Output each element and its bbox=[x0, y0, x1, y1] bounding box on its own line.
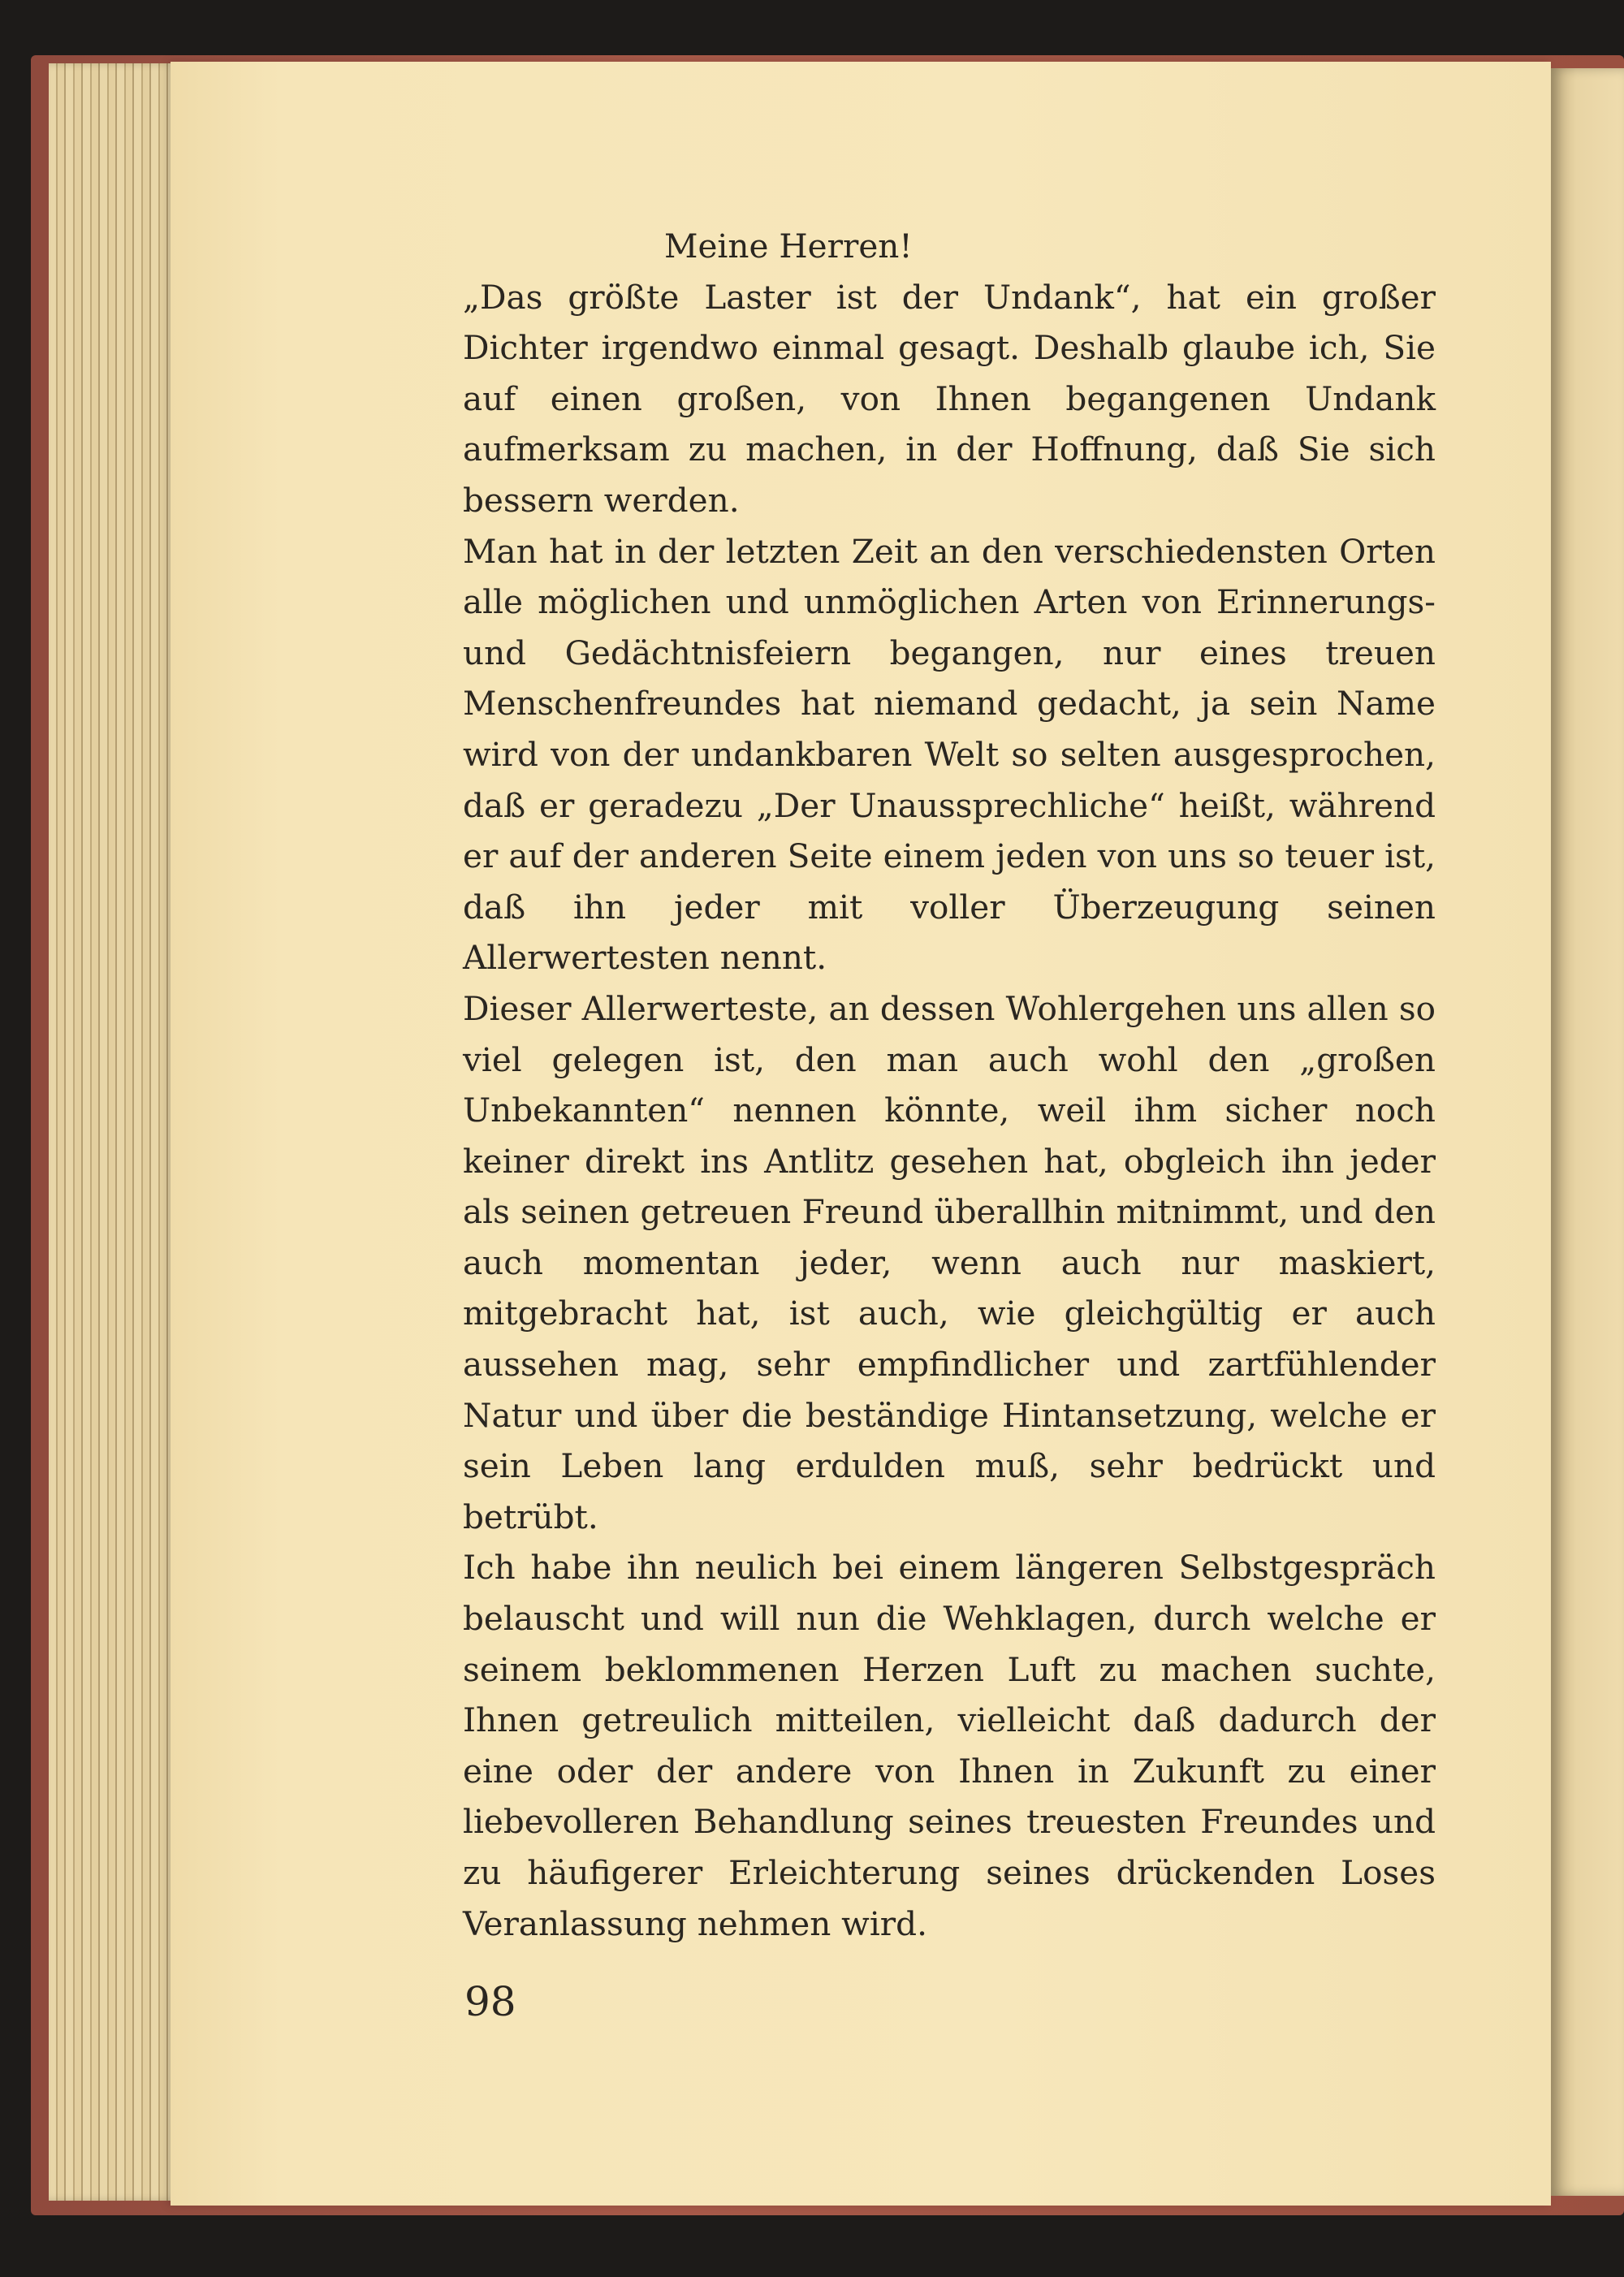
page-number: 98 bbox=[464, 1978, 516, 2025]
salutation-heading: Meine Herren! bbox=[664, 227, 913, 266]
paragraph: Man hat in der letzten Zeit an den verschiedensten Orten alle möglichen und unmöglichen Arten von Erinnerungs- und Gedächtnisfeiern begangen, nur eines treuen Menschenfreundes hat niemand gedacht, ja sein Name wird von der undankbaren Welt so selten ausgesprochen, daß er geradezu „Der Unaussprechliche“ heißt, während er auf der anderen Seite einem jeden von uns so teuer ist, daß ihn jeder mit voller Überzeugung seinen Allerwertesten nennt. bbox=[463, 531, 1436, 978]
facing-page-edge bbox=[1551, 68, 1624, 2196]
paragraph: „Das größte Laster ist der Undank“, hat ein großer Dichter irgendwo einmal gesagt. Deshalb glaube ich, Sie auf einen großen, von Ihnen begangenen Undank aufmerksam zu machen, in der Hoffnung, daß Sie sich bessern werden. bbox=[463, 277, 1436, 520]
paragraph: Dieser Allerwerteste, an dessen Wohlergehen uns allen so viel gelegen ist, den man auch wohl den „großen Unbekannten“ nennen könnte, weil ihm sicher noch keiner direkt ins Antlitz gesehen hat, obgleich ihn jeder als seinen getreuen Freund überallhin mitnimmt, und den auch momentan jeder, wenn auch nur maskiert, mitgebracht hat, ist auch, wie gleichgültig er auch aussehen mag, sehr empfindlicher und zartfühlender Natur und über die beständige Hintansetzung, welche er sein Leben lang erdulden muß, sehr bedrückt und betrübt. bbox=[463, 988, 1436, 1536]
paragraph: Ich habe ihn neulich bei einem längeren Selbstgespräch belauscht und will nun die Wehklagen, durch welche er seinem beklommenen Herzen Luft zu machen suchte, Ihnen getreulich mitteilen, vielleicht daß dadurch der eine oder der andere von Ihnen in Zukunft zu einer liebevolleren Behandlung seines treuesten Freundes und zu häufigerer Erleichterung seines drückenden Loses Veranlassung nehmen wird. bbox=[463, 1548, 1436, 1943]
page-edges bbox=[49, 63, 179, 2201]
page-text bbox=[463, 221, 1436, 1949]
